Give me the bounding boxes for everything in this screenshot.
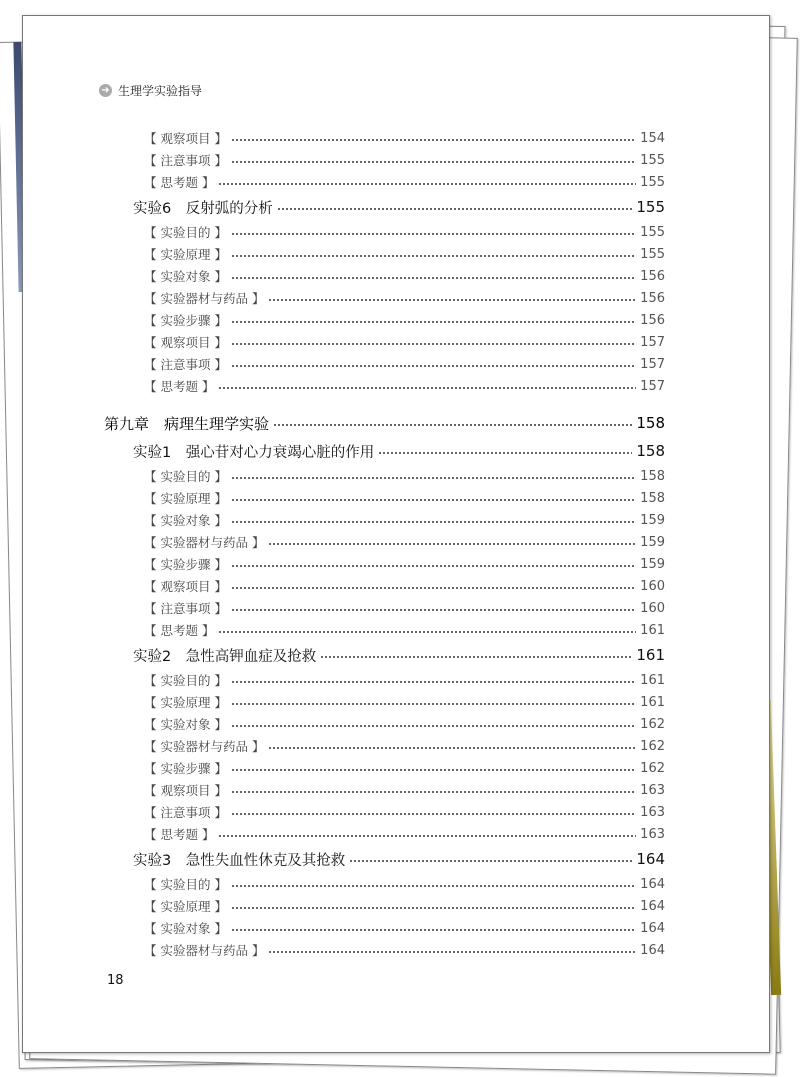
dot-leader xyxy=(218,631,636,633)
dot-leader xyxy=(231,929,636,931)
dot-leader xyxy=(231,499,636,501)
entry-page: 160 xyxy=(640,578,665,594)
entry-page: 164 xyxy=(640,876,665,892)
dot-leader xyxy=(231,365,636,367)
dot-leader xyxy=(218,183,636,185)
entry-title: 【 实验原理 】 xyxy=(144,247,227,262)
toc-sub-entry[interactable] xyxy=(23,823,665,845)
entry-page: 164 xyxy=(640,920,665,936)
toc-sub-entry[interactable] xyxy=(23,895,665,917)
toc-sub-entry[interactable] xyxy=(23,801,665,823)
entry-title: 【 注意事项 】 xyxy=(144,153,227,168)
entry-page: 161 xyxy=(640,672,665,688)
toc-sub-entry[interactable] xyxy=(23,669,665,691)
dot-leader xyxy=(231,609,636,611)
dot-leader xyxy=(268,299,636,301)
entry-title: 实验1 强心苷对心力衰竭心脏的作用 xyxy=(133,444,375,461)
dot-leader xyxy=(231,681,636,683)
entry-page: 158 xyxy=(636,414,665,432)
toc-page xyxy=(22,15,770,1053)
entry-page: 154 xyxy=(640,130,665,146)
running-header xyxy=(99,82,202,99)
entry-page: 158 xyxy=(636,442,665,460)
entry-title: 【 实验器材与药品 】 xyxy=(144,739,265,754)
entry-page: 162 xyxy=(640,716,665,732)
entry-page: 163 xyxy=(640,826,665,842)
dot-leader xyxy=(231,587,636,589)
toc-main-entry[interactable] xyxy=(23,845,665,873)
entry-title: 【 实验原理 】 xyxy=(144,899,227,914)
book-title: 生理学实验指导 xyxy=(118,84,203,98)
toc-sub-entry[interactable] xyxy=(23,221,665,243)
toc-sub-entry[interactable] xyxy=(23,597,665,619)
page-number: 18 xyxy=(107,973,124,988)
entry-page: 164 xyxy=(640,942,665,958)
dot-leader xyxy=(268,543,636,545)
toc-sub-entry[interactable] xyxy=(23,243,665,265)
entry-title: 【 实验器材与药品 】 xyxy=(144,291,265,306)
entry-title: 【 思考题 】 xyxy=(144,175,215,190)
toc-main-entry[interactable] xyxy=(23,641,665,669)
entry-page: 162 xyxy=(640,760,665,776)
toc-sub-entry[interactable] xyxy=(23,265,665,287)
dot-leader xyxy=(231,477,636,479)
dot-leader xyxy=(268,951,636,953)
dot-leader xyxy=(231,321,636,323)
dot-leader xyxy=(378,452,632,454)
dot-leader xyxy=(277,208,633,210)
toc-sub-entry[interactable] xyxy=(23,353,665,375)
dot-leader xyxy=(231,277,636,279)
toc-sub-entry[interactable] xyxy=(23,171,665,193)
entry-page: 155 xyxy=(636,198,665,216)
entry-title: 【 实验步骤 】 xyxy=(144,557,227,572)
dot-leader xyxy=(273,424,632,426)
toc-sub-entry[interactable] xyxy=(23,331,665,353)
dot-leader xyxy=(231,791,636,793)
dot-leader xyxy=(231,565,636,567)
toc-sub-entry[interactable] xyxy=(23,553,665,575)
entry-page: 157 xyxy=(640,378,665,394)
entry-page: 164 xyxy=(636,850,665,868)
dot-leader xyxy=(218,835,636,837)
dot-leader xyxy=(231,521,636,523)
entry-title: 【 实验对象 】 xyxy=(144,921,227,936)
entry-title: 【 实验目的 】 xyxy=(144,469,227,484)
entry-title: 【 实验对象 】 xyxy=(144,717,227,732)
entry-title: 【 思考题 】 xyxy=(144,623,215,638)
toc-sub-entry[interactable] xyxy=(23,873,665,895)
entry-page: 161 xyxy=(636,646,665,664)
entry-title: 【 实验目的 】 xyxy=(144,225,227,240)
entry-title: 【 实验步骤 】 xyxy=(144,761,227,776)
entry-title: 【 实验对象 】 xyxy=(144,513,227,528)
entry-title: 【 注意事项 】 xyxy=(144,357,227,372)
entry-title: 【 实验原理 】 xyxy=(144,695,227,710)
toc-sub-entry[interactable] xyxy=(23,127,665,149)
entry-page: 163 xyxy=(640,782,665,798)
dot-leader xyxy=(231,703,636,705)
dot-leader xyxy=(349,860,632,862)
toc-sub-entry[interactable] xyxy=(23,691,665,713)
toc-sub-entry[interactable] xyxy=(23,309,665,331)
entry-title: 实验2 急性高钾血症及抢救 xyxy=(133,648,317,665)
entry-page: 164 xyxy=(640,898,665,914)
entry-page: 159 xyxy=(640,512,665,528)
dot-leader xyxy=(231,725,636,727)
dot-leader xyxy=(231,255,636,257)
entry-page: 160 xyxy=(640,600,665,616)
dot-leader xyxy=(231,343,636,345)
dot-leader xyxy=(231,139,636,141)
entry-page: 163 xyxy=(640,804,665,820)
toc-sub-entry[interactable] xyxy=(23,575,665,597)
entry-title: 【 注意事项 】 xyxy=(144,601,227,616)
dot-leader xyxy=(268,747,636,749)
entry-title: 【 观察项目 】 xyxy=(144,131,227,146)
entry-title: 【 观察项目 】 xyxy=(144,579,227,594)
entry-title: 【 实验目的 】 xyxy=(144,877,227,892)
toc-sub-entry[interactable] xyxy=(23,917,665,939)
entry-page: 158 xyxy=(640,490,665,506)
entry-title: 【 实验器材与药品 】 xyxy=(144,535,265,550)
toc-sub-entry[interactable] xyxy=(23,149,665,171)
dot-leader xyxy=(320,656,632,658)
entry-title: 【 注意事项 】 xyxy=(144,805,227,820)
entry-title: 【 实验目的 】 xyxy=(144,673,227,688)
toc-sub-entry[interactable] xyxy=(23,509,665,531)
toc-chapter-entry[interactable] xyxy=(23,409,665,437)
entry-page: 162 xyxy=(640,738,665,754)
dot-leader xyxy=(218,387,636,389)
dot-leader xyxy=(231,161,636,163)
toc-main-entry[interactable] xyxy=(23,193,665,221)
entry-title: 【 思考题 】 xyxy=(144,827,215,842)
dot-leader xyxy=(231,885,636,887)
entry-page: 157 xyxy=(640,356,665,372)
entry-title: 【 实验步骤 】 xyxy=(144,313,227,328)
entry-title: 【 实验器材与药品 】 xyxy=(144,943,265,958)
entry-page: 156 xyxy=(640,312,665,328)
toc-sub-entry[interactable] xyxy=(23,939,665,961)
entry-page: 159 xyxy=(640,534,665,550)
entry-page: 155 xyxy=(640,246,665,262)
table-of-contents xyxy=(23,127,665,961)
dot-leader xyxy=(231,233,636,235)
toc-main-entry[interactable] xyxy=(23,437,665,465)
toc-sub-entry[interactable] xyxy=(23,735,665,757)
toc-sub-entry[interactable] xyxy=(23,779,665,801)
entry-page: 155 xyxy=(640,152,665,168)
entry-title: 【 观察项目 】 xyxy=(144,783,227,798)
entry-title: 【 观察项目 】 xyxy=(144,335,227,350)
toc-sub-entry[interactable] xyxy=(23,713,665,735)
toc-sub-entry[interactable] xyxy=(23,757,665,779)
entry-page: 157 xyxy=(640,334,665,350)
entry-page: 161 xyxy=(640,622,665,638)
entry-title: 【 实验对象 】 xyxy=(144,269,227,284)
entry-title: 实验3 急性失血性休克及其抢救 xyxy=(133,852,346,869)
dot-leader xyxy=(231,769,636,771)
toc-sub-entry[interactable] xyxy=(23,619,665,641)
entry-page: 155 xyxy=(640,224,665,240)
entry-title: 【 思考题 】 xyxy=(144,379,215,394)
toc-sub-entry[interactable] xyxy=(23,465,665,487)
entry-page: 161 xyxy=(640,694,665,710)
toc-sub-entry[interactable] xyxy=(23,531,665,553)
entry-page: 158 xyxy=(640,468,665,484)
toc-sub-entry[interactable] xyxy=(23,287,665,309)
entry-page: 159 xyxy=(640,556,665,572)
entry-page: 156 xyxy=(640,290,665,306)
entry-title: 【 实验原理 】 xyxy=(144,491,227,506)
dot-leader xyxy=(231,907,636,909)
toc-sub-entry[interactable] xyxy=(23,487,665,509)
entry-page: 156 xyxy=(640,268,665,284)
arrow-right-icon: ➜ xyxy=(99,84,112,97)
entry-title: 第九章 病理生理学实验 xyxy=(104,414,270,433)
entry-page: 155 xyxy=(640,174,665,190)
toc-sub-entry[interactable] xyxy=(23,375,665,397)
entry-title: 实验6 反射弧的分析 xyxy=(133,200,273,217)
dot-leader xyxy=(231,813,636,815)
